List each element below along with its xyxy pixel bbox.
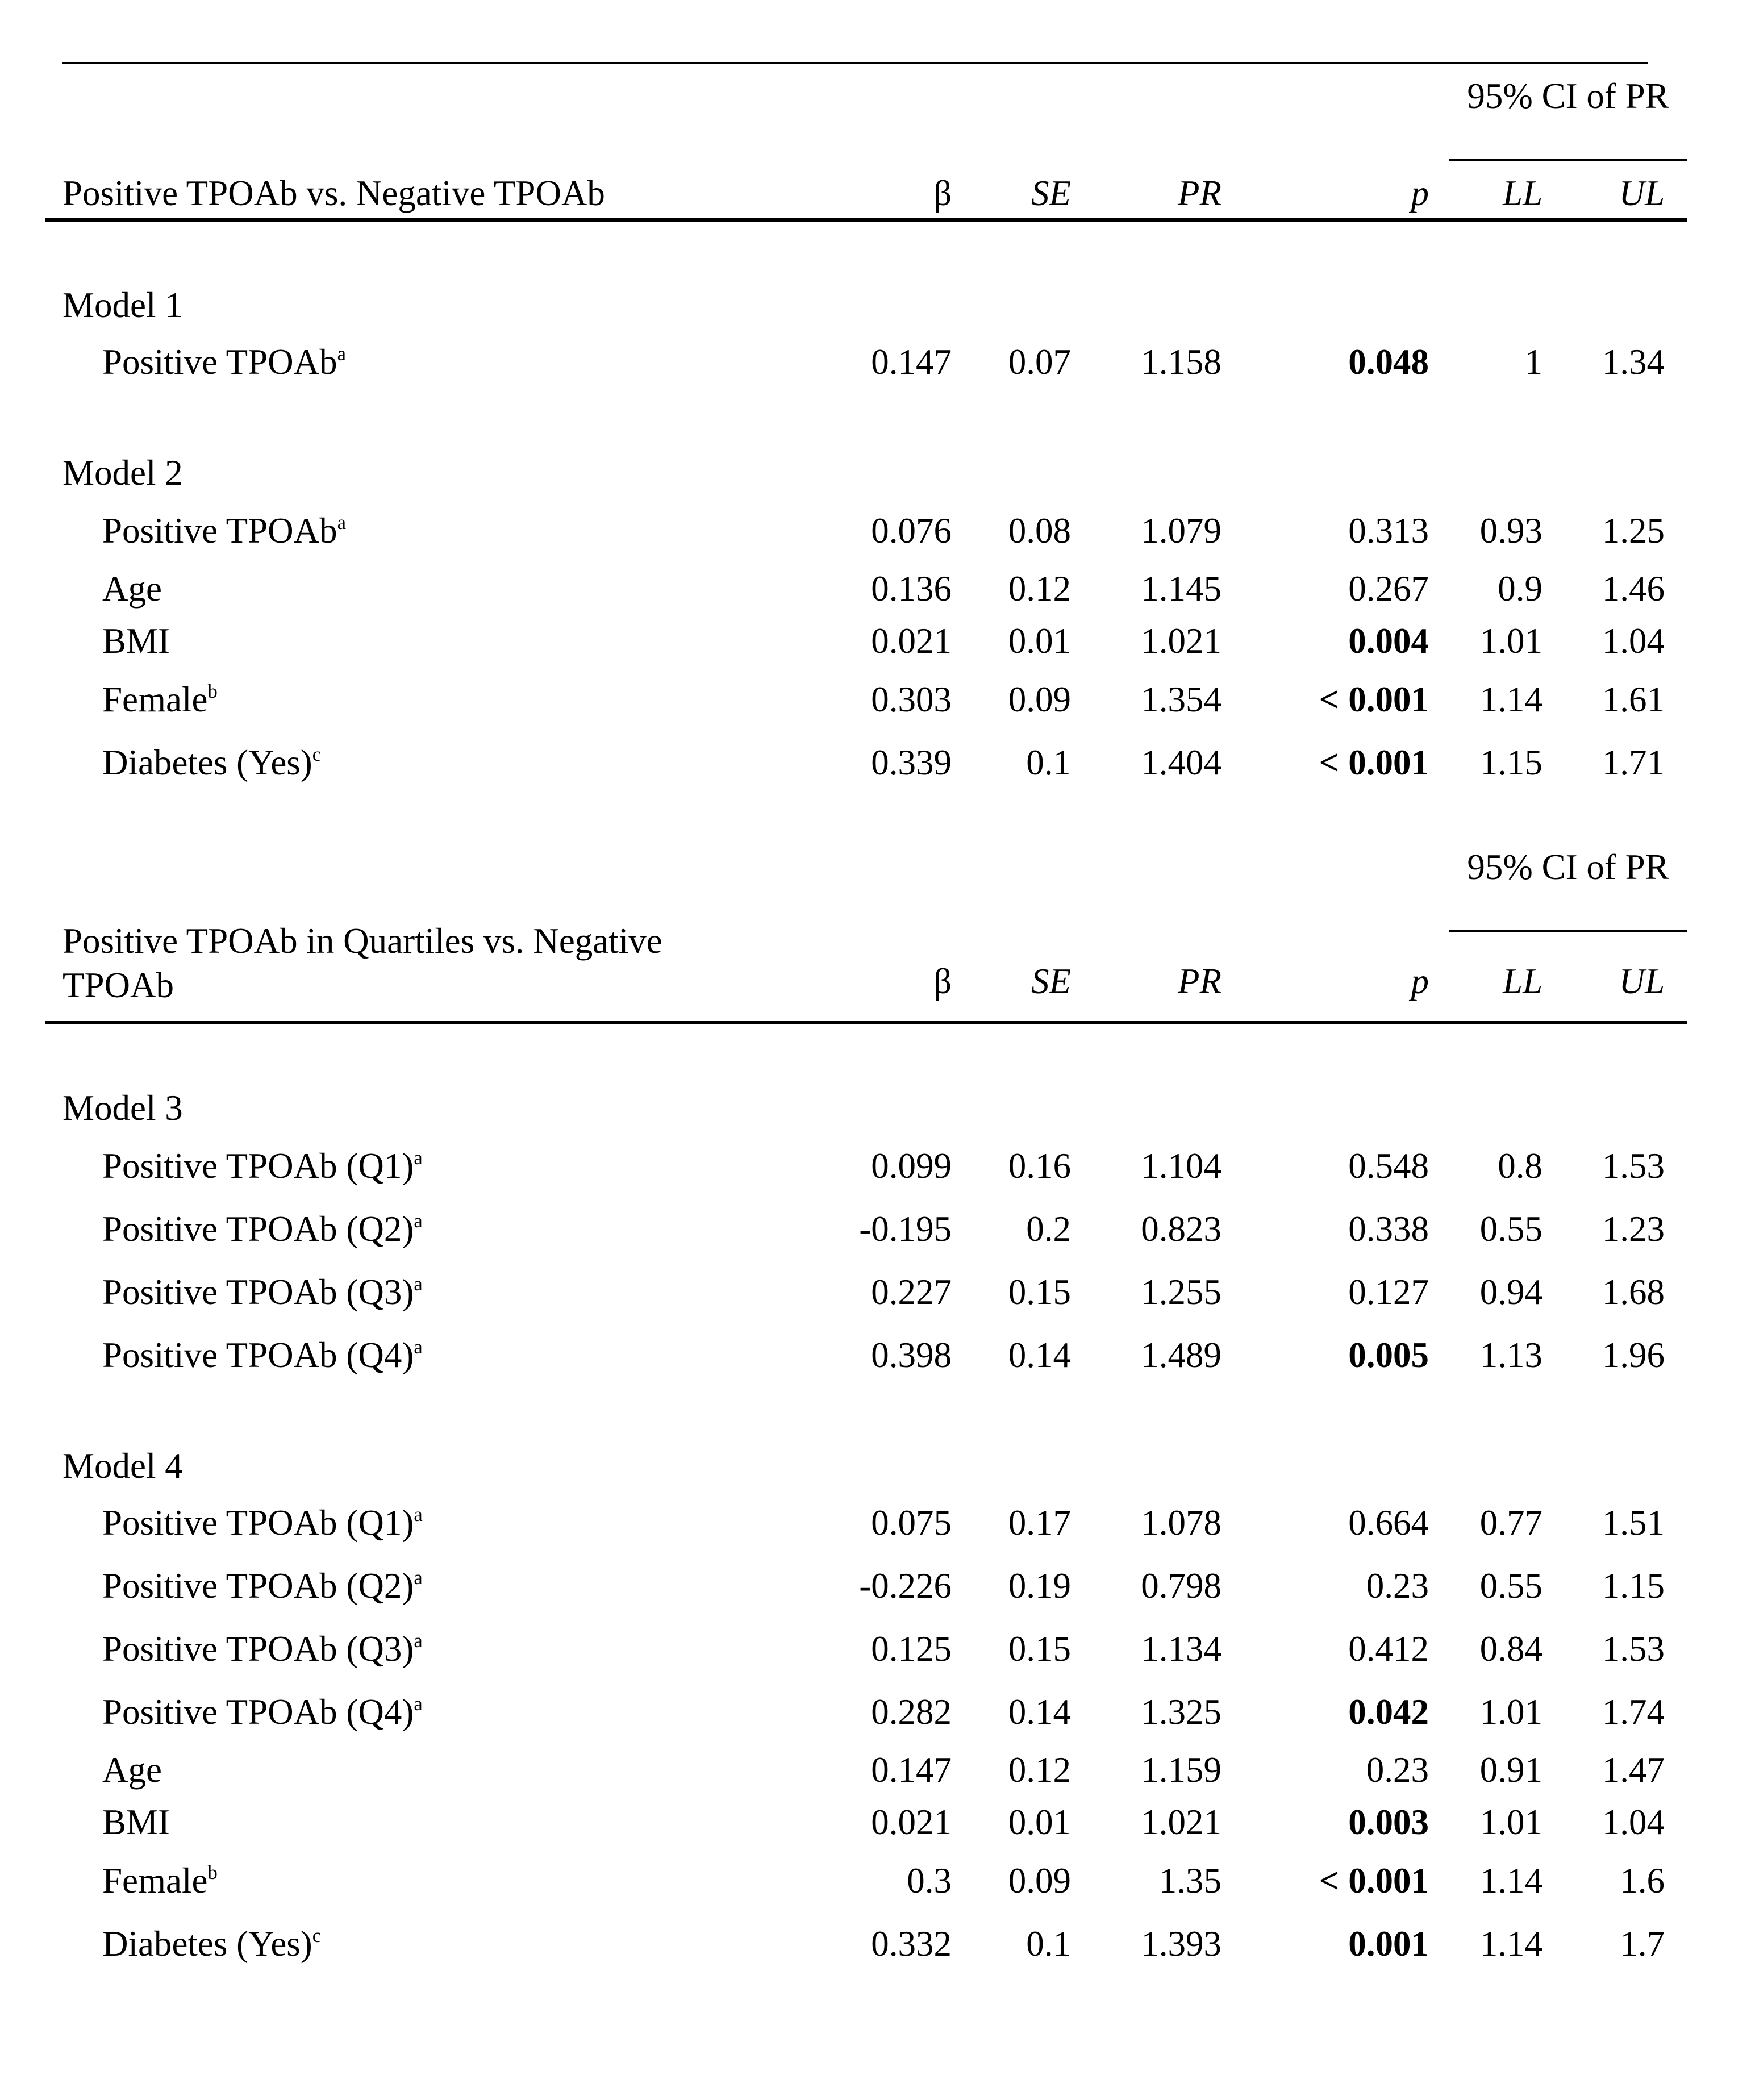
ll-value: 0.55 — [1479, 1209, 1542, 1249]
se-value: 0.16 — [1008, 1146, 1071, 1186]
ll-value: 1.13 — [1479, 1335, 1542, 1375]
p-value: 0.042 — [1348, 1692, 1429, 1732]
row-label: Age — [102, 569, 162, 609]
pr-value: 1.021 — [1141, 1802, 1221, 1842]
p-value: 0.23 — [1366, 1750, 1429, 1790]
ul-value: 1.7 — [1620, 1924, 1665, 1964]
ll-value: 0.91 — [1479, 1750, 1542, 1790]
ll-value: 0.93 — [1479, 511, 1542, 551]
column-header-ll: LL — [1502, 961, 1542, 1001]
se-value: 0.09 — [1008, 1861, 1071, 1901]
ul-value: 1.53 — [1602, 1629, 1665, 1669]
se-value: 0.12 — [1008, 569, 1071, 609]
p-value: 0.127 — [1348, 1272, 1429, 1312]
ll-value: 0.94 — [1479, 1272, 1542, 1312]
ul-value: 1.25 — [1602, 511, 1665, 551]
beta-value: 0.021 — [871, 621, 952, 661]
ul-value: 1.96 — [1602, 1335, 1665, 1375]
column-header-p: p — [1411, 961, 1429, 1001]
pr-value: 1.404 — [1141, 743, 1221, 782]
p-value: 0.664 — [1348, 1503, 1429, 1543]
ul-value: 1.23 — [1602, 1209, 1665, 1249]
row-label: Positive TPOAb$^a$ — [102, 342, 347, 382]
beta-value: 0.125 — [871, 1629, 952, 1669]
beta-value: 0.282 — [871, 1692, 952, 1732]
se-value: 0.15 — [1008, 1629, 1071, 1669]
beta-value: 0.332 — [871, 1924, 952, 1964]
p-value: 0.001 — [1348, 1924, 1429, 1964]
beta-value: 0.076 — [871, 511, 952, 551]
beta-value: -0.226 — [859, 1566, 952, 1606]
pr-value: 1.104 — [1141, 1146, 1221, 1186]
p-value: 0.003 — [1348, 1802, 1429, 1842]
ll-value: 0.55 — [1479, 1566, 1542, 1606]
se-value: 0.1 — [1026, 1924, 1071, 1964]
row-label: Positive TPOAb $(Q3)^a$ — [102, 1629, 423, 1669]
pr-value: 1.134 — [1141, 1629, 1221, 1669]
footnote-marker: a — [414, 1336, 423, 1358]
row-label: Diabetes (Yes)$^c$ — [102, 743, 322, 782]
ci-header-underline — [1449, 930, 1687, 932]
se-value: 0.14 — [1008, 1335, 1071, 1375]
beta-value: 0.147 — [871, 342, 952, 382]
row-label: BMI — [102, 621, 170, 661]
column-header-pr: PR — [1178, 961, 1221, 1001]
ul-value: 1.71 — [1602, 743, 1665, 782]
se-value: 0.19 — [1008, 1566, 1071, 1606]
footnote-marker: a — [414, 1273, 423, 1295]
model-label: Model 4 — [62, 1446, 183, 1486]
p-value: 0.313 — [1348, 511, 1429, 551]
ul-value: 1.04 — [1602, 621, 1665, 661]
ll-value: 1 — [1524, 342, 1542, 382]
ll-value: 1.14 — [1479, 1861, 1542, 1901]
p-value: < 0.001 — [1319, 743, 1429, 782]
p-value: < 0.001 — [1319, 680, 1429, 719]
ci-header: 95% CI of PR — [1467, 847, 1669, 887]
pr-value: 1.079 — [1141, 511, 1221, 551]
se-value: 0.07 — [1008, 342, 1071, 382]
pr-value: 1.489 — [1141, 1335, 1221, 1375]
pr-value: 1.325 — [1141, 1692, 1221, 1732]
row-label: Diabetes (Yes)$^c$ — [102, 1924, 322, 1964]
row-label: Female$^b$ — [102, 680, 218, 719]
table-title: Positive TPOAb in Quartiles vs. Negative TPOAb — [62, 921, 662, 1005]
p-value: 0.548 — [1348, 1146, 1429, 1186]
column-header-ul: UL — [1619, 173, 1665, 213]
row-label: Positive TPOAb$^a$ — [102, 511, 347, 551]
pr-value: 1.255 — [1141, 1272, 1221, 1312]
row-label: Age — [102, 1750, 162, 1790]
ll-value: 1.01 — [1479, 1692, 1542, 1732]
row-label: Positive TPOAb $(Q3)^a$ — [102, 1272, 423, 1312]
pr-value: 1.354 — [1141, 680, 1221, 719]
row-label: Positive TPOAb $(Q4)^a$ — [102, 1335, 423, 1375]
pr-value: 1.159 — [1141, 1750, 1221, 1790]
ul-value: 1.15 — [1602, 1566, 1665, 1606]
row-label: Positive TPOAb $(Q1)^a$ — [102, 1146, 423, 1186]
ul-value: 1.46 — [1602, 569, 1665, 609]
row-label: Positive TPOAb $(Q2)^a$ — [102, 1566, 423, 1606]
footnote-marker: a — [414, 1210, 423, 1232]
beta-value: 0.075 — [871, 1503, 952, 1543]
footnote-marker: c — [312, 743, 322, 765]
model-label: Model 2 — [62, 453, 183, 493]
table-top-rule — [62, 63, 1648, 64]
pr-value: 1.393 — [1141, 1924, 1221, 1964]
se-value: 0.2 — [1026, 1209, 1071, 1249]
ci-header: 95% CI of PR — [1467, 76, 1669, 116]
column-header-beta: β — [933, 961, 952, 1001]
row-label: BMI — [102, 1802, 170, 1842]
row-label: Positive TPOAb $(Q1)^a$ — [102, 1503, 423, 1543]
se-value: 0.15 — [1008, 1272, 1071, 1312]
beta-value: 0.3 — [907, 1861, 952, 1901]
p-value: 0.23 — [1366, 1566, 1429, 1606]
ul-value: 1.61 — [1602, 680, 1665, 719]
p-value: 0.412 — [1348, 1629, 1429, 1669]
model-label: Model 3 — [62, 1088, 183, 1128]
ul-value: 1.04 — [1602, 1802, 1665, 1842]
ci-header-underline — [1449, 159, 1687, 161]
beta-value: 0.339 — [871, 743, 952, 782]
ll-value: 1.01 — [1479, 1802, 1542, 1842]
footnote-marker: a — [337, 511, 347, 534]
ll-value: 1.15 — [1479, 743, 1542, 782]
beta-value: 0.021 — [871, 1802, 952, 1842]
ul-value: 1.68 — [1602, 1272, 1665, 1312]
ul-value: 1.47 — [1602, 1750, 1665, 1790]
beta-value: 0.303 — [871, 680, 952, 719]
beta-value: 0.227 — [871, 1272, 952, 1312]
se-value: 0.09 — [1008, 680, 1071, 719]
ul-value: 1.6 — [1620, 1861, 1665, 1901]
column-header-pr: PR — [1178, 173, 1221, 213]
ul-value: 1.51 — [1602, 1503, 1665, 1543]
p-value: 0.005 — [1348, 1335, 1429, 1375]
se-value: 0.14 — [1008, 1692, 1071, 1732]
column-header-se: SE — [1031, 173, 1071, 213]
se-value: 0.1 — [1026, 743, 1071, 782]
footnote-marker: b — [207, 1861, 218, 1884]
pr-value: 0.798 — [1141, 1566, 1221, 1606]
beta-value: -0.195 — [859, 1209, 952, 1249]
p-value: 0.338 — [1348, 1209, 1429, 1249]
beta-value: 0.099 — [871, 1146, 952, 1186]
ll-value: 0.84 — [1479, 1629, 1542, 1669]
pr-value: 1.158 — [1141, 342, 1221, 382]
footnote-marker: a — [414, 1503, 423, 1526]
beta-value: 0.147 — [871, 1750, 952, 1790]
se-value: 0.01 — [1008, 621, 1071, 661]
pr-value: 1.078 — [1141, 1503, 1221, 1543]
row-label: Female$^b$ — [102, 1861, 218, 1901]
header-bottom-rule — [45, 218, 1687, 222]
footnote-marker: a — [414, 1147, 423, 1169]
p-value: < 0.001 — [1319, 1861, 1429, 1901]
ll-value: 0.77 — [1479, 1503, 1542, 1543]
beta-value: 0.398 — [871, 1335, 952, 1375]
table-title: Positive TPOAb vs. Negative TPOAb — [62, 173, 605, 213]
column-header-ll: LL — [1502, 173, 1542, 213]
pr-value: 1.145 — [1141, 569, 1221, 609]
se-value: 0.01 — [1008, 1802, 1071, 1842]
footnote-marker: a — [337, 343, 347, 365]
model-label: Model 1 — [62, 285, 183, 325]
footnote-marker: c — [312, 1924, 322, 1947]
row-label: Positive TPOAb $(Q4)^a$ — [102, 1692, 423, 1732]
header-bottom-rule — [45, 1021, 1687, 1024]
p-value: 0.267 — [1348, 569, 1429, 609]
ul-value: 1.74 — [1602, 1692, 1665, 1732]
p-value: 0.048 — [1348, 342, 1429, 382]
ll-value: 1.14 — [1479, 680, 1542, 719]
footnote-marker: a — [414, 1566, 423, 1589]
pr-value: 1.35 — [1158, 1861, 1221, 1901]
ll-value: 1.14 — [1479, 1924, 1542, 1964]
column-header-beta: β — [933, 173, 952, 213]
column-header-ul: UL — [1619, 961, 1665, 1001]
ll-value: 0.8 — [1498, 1146, 1542, 1186]
ll-value: 1.01 — [1479, 621, 1542, 661]
se-value: 0.08 — [1008, 511, 1071, 551]
ll-value: 0.9 — [1498, 569, 1542, 609]
column-header-se: SE — [1031, 961, 1071, 1001]
se-value: 0.12 — [1008, 1750, 1071, 1790]
column-header-p: p — [1411, 173, 1429, 213]
footnote-marker: b — [207, 680, 218, 702]
p-value: 0.004 — [1348, 621, 1429, 661]
row-label: Positive TPOAb $(Q2)^a$ — [102, 1209, 423, 1249]
pr-value: 0.823 — [1141, 1209, 1221, 1249]
footnote-marker: a — [414, 1630, 423, 1652]
ul-value: 1.34 — [1602, 342, 1665, 382]
se-value: 0.17 — [1008, 1503, 1071, 1543]
ul-value: 1.53 — [1602, 1146, 1665, 1186]
footnote-marker: a — [414, 1693, 423, 1715]
beta-value: 0.136 — [871, 569, 952, 609]
pr-value: 1.021 — [1141, 621, 1221, 661]
